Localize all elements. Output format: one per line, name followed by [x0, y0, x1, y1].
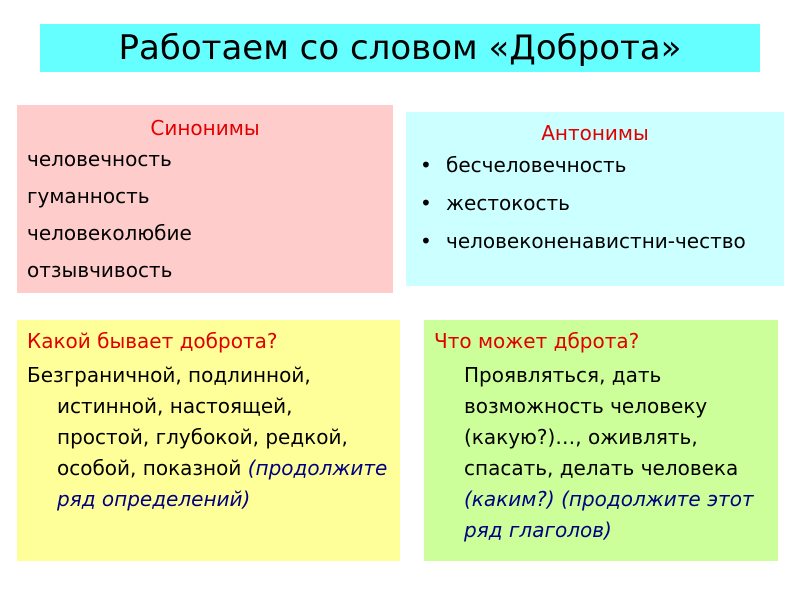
synonyms-box — [17, 105, 393, 293]
can-note: (каким?) (продолжите этот ряд глаголов) — [464, 487, 754, 542]
kind-box — [17, 320, 400, 561]
antonyms-box — [406, 112, 784, 286]
can-heading: Что может дброта? — [434, 329, 640, 353]
antonym-item — [416, 222, 774, 260]
kind-text: Безграничной, подлинной, истинной, настоящей, простой, глубокой, редкой, особой, показной — [27, 363, 348, 480]
antonym-item — [416, 184, 774, 222]
synonym-item: человечность — [27, 147, 172, 171]
bullet-icon: • — [420, 191, 432, 215]
kind-paragraph — [27, 360, 390, 515]
bullet-icon: • — [420, 229, 432, 253]
antonyms-heading: Антонимы — [541, 121, 649, 145]
synonym-item: человеколюбие — [27, 221, 192, 245]
antonym-text: жестокость — [446, 191, 570, 215]
synonym-item: отзывчивость — [27, 258, 173, 282]
kind-note: (продолжите ряд определений) — [57, 456, 388, 511]
can-box — [424, 320, 778, 561]
bullet-icon: • — [420, 153, 432, 177]
synonym-item: гуманность — [27, 184, 150, 208]
antonym-item — [416, 146, 774, 184]
antonym-text: бесчеловечность — [446, 153, 627, 177]
kind-heading: Какой бывает доброта? — [27, 329, 278, 353]
antonym-text: человеконенавистни-чество — [446, 229, 746, 253]
slide-title: Работаем со словом «Доброта» — [40, 24, 760, 72]
can-text: Проявляться, дать возможность человеку (какую?)…, оживлять, спасать, делать человека — [464, 363, 739, 480]
can-paragraph — [434, 360, 768, 546]
synonyms-heading: Синонимы — [150, 116, 260, 140]
